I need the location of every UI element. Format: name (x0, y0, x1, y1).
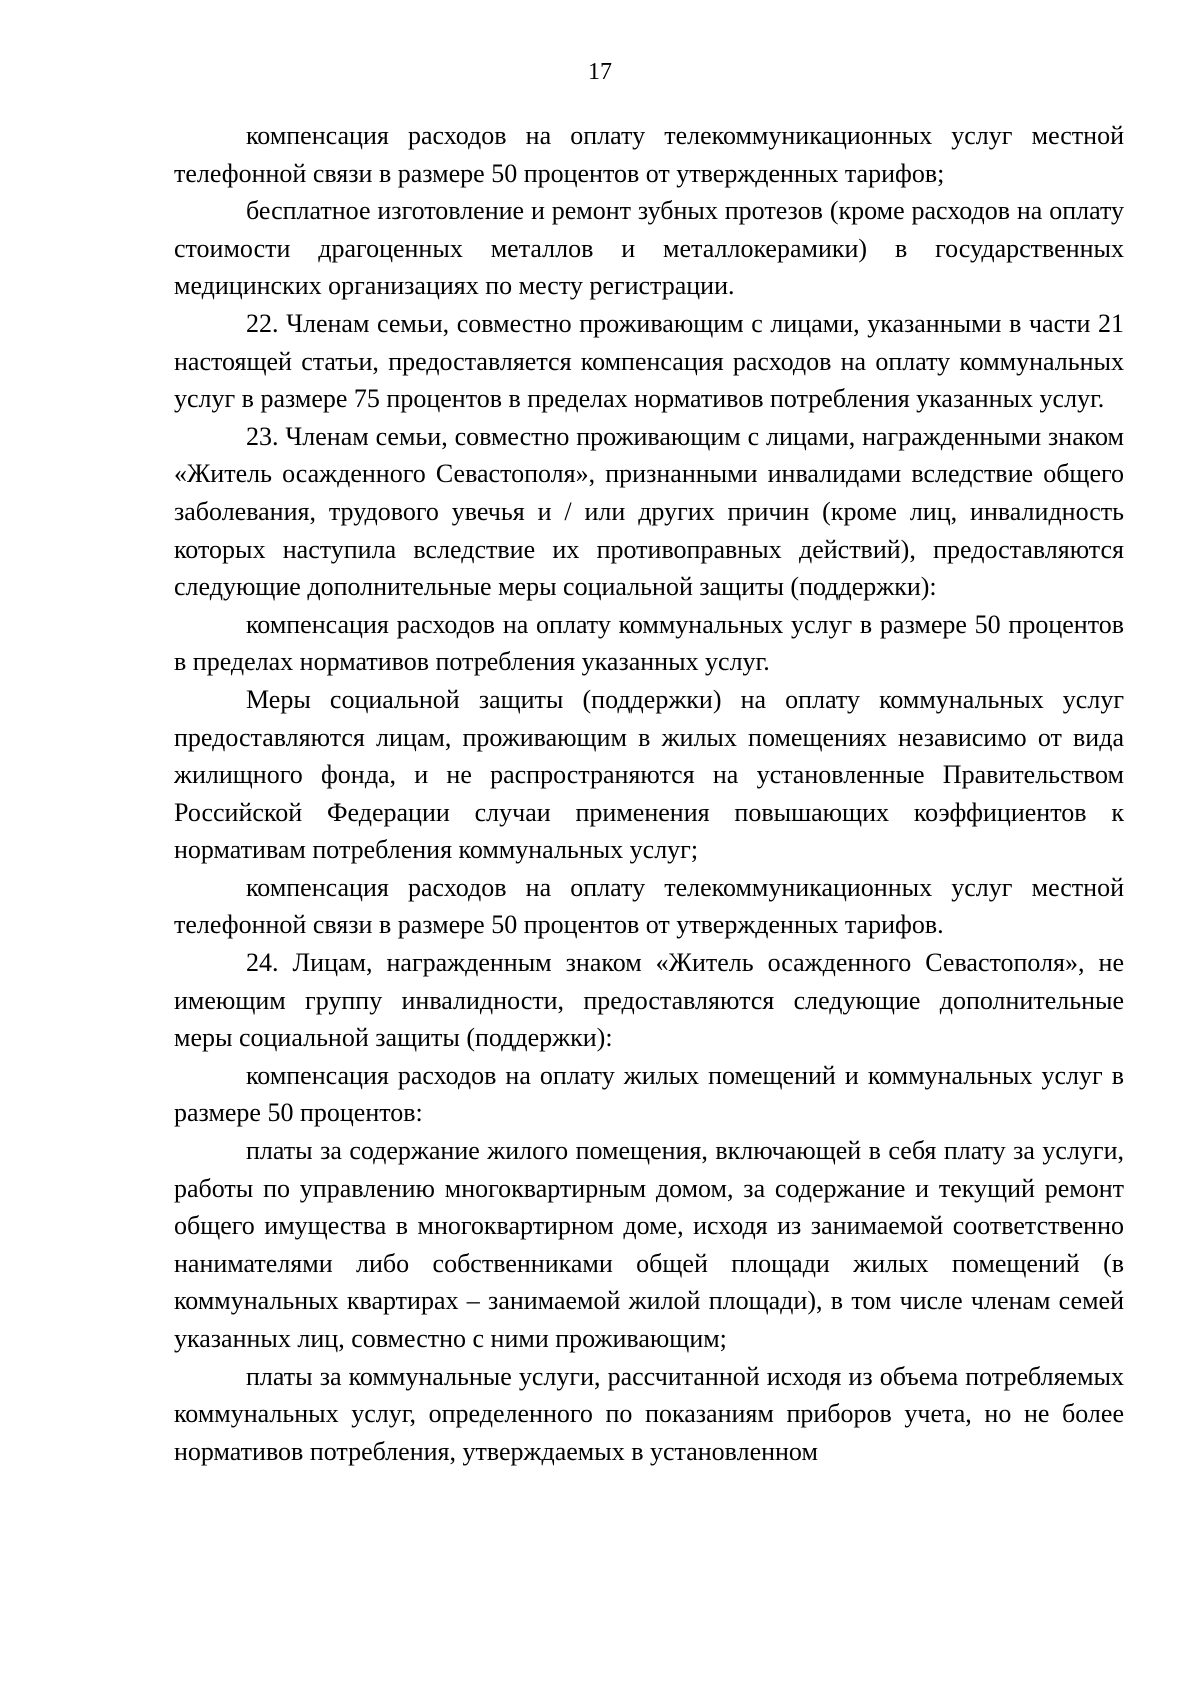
paragraph: 24. Лицам, награжденным знаком «Житель осажденного Севастополя», не имеющим группу инвалидности, предоставляются следующие дополнительные меры социальной защиты (поддержки): (174, 948, 1124, 1053)
paragraph: компенсация расходов на оплату телекоммуникационных услуг местной телефонной связи в размере 50 процентов от утвержденных тарифов; (174, 121, 1124, 188)
page-number: 17 (588, 59, 612, 85)
paragraph: платы за коммунальные услуги, рассчитанной исходя из объема потребляемых коммунальных услуг, определенного по показаниям приборов учета, но не более нормативов потребления, утверждаемых в установленном (174, 1361, 1124, 1466)
paragraph: 23. Членам семьи, совместно проживающим с лицами, награжденными знаком «Житель осажденного Севастополя», признанными инвалидами вследствие общего заболевания, трудового увечья и / или других причин (кроме лиц, инвалидность которых наступила вследствие их противоправных действий), предоставляются следующие дополнительные меры социальной защиты (поддержки): (174, 421, 1124, 602)
paragraph: компенсация расходов на оплату коммунальных услуг в размере 50 процентов в пределах нормативов потребления указанных услуг. (174, 609, 1124, 677)
paragraph: Меры социальной защиты (поддержки) на оплату коммунальных услуг предоставляются лицам, проживающим в жилых помещениях независимо от вида жилищного фонда, и не распространяются на установленные Правительством Российской Федерации случаи применения повышающих коэффициентов к нормативам потребления коммунальных услуг; (174, 684, 1124, 865)
paragraph: 22. Членам семьи, совместно проживающим с лицами, указанными в части 21 настоящей статьи, предоставляется компенсация расходов на оплату коммунальных услуг в размере 75 процентов в пределах нормативов потребления указанных услуг. (174, 308, 1124, 414)
document-body (174, 117, 1124, 1470)
paragraph: компенсация расходов на оплату жилых помещений и коммунальных услуг в размере 50 процентов: (174, 1060, 1124, 1128)
paragraph: компенсация расходов на оплату телекоммуникационных услуг местной телефонной связи в размере 50 процентов от утвержденных тарифов. (174, 872, 1124, 940)
paragraph: бесплатное изготовление и ремонт зубных протезов (кроме расходов на оплату стоимости драгоценных металлов и металлокерамики) в государственных медицинских организациях по месту регистрации. (174, 196, 1124, 301)
paragraph: платы за содержание жилого помещения, включающей в себя плату за услуги, работы по управлению многоквартирным домом, за содержание и текущий ремонт общего имущества в многоквартирном доме, исходя из занимаемой соответственно нанимателями либо собственниками общей площади жилых помещений (в коммунальных квартирах – занимаемой жилой площади), в том числе членам семей указанных лиц, совместно с ними проживающим; (174, 1136, 1124, 1353)
